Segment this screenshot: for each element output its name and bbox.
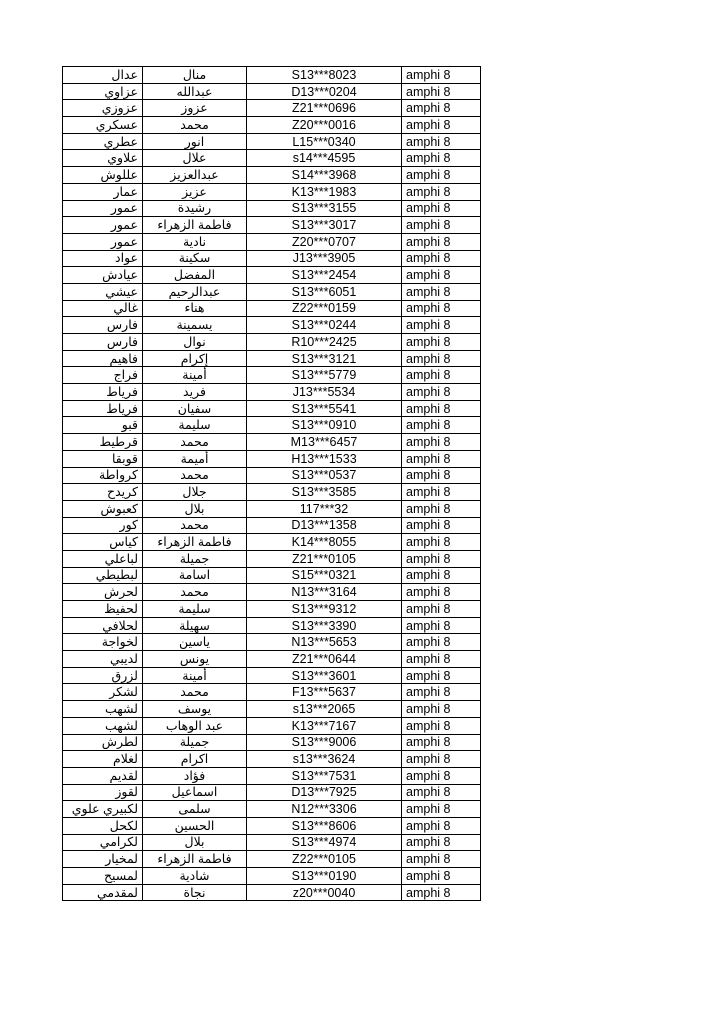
student-code-cell: S15***0321 — [247, 567, 402, 584]
student-code-cell: N13***5653 — [247, 634, 402, 651]
student-code-cell: s13***3624 — [247, 751, 402, 768]
last-name-cell: عيادش — [63, 267, 143, 284]
first-name-cell: شادية — [143, 868, 247, 885]
student-code-cell: Z20***0707 — [247, 233, 402, 250]
table-row — [63, 233, 481, 250]
first-name-cell: فاطمة الزهراء — [143, 851, 247, 868]
room-cell: amphi 8 — [402, 217, 481, 234]
room-cell: amphi 8 — [402, 517, 481, 534]
table-row — [63, 67, 481, 84]
first-name-cell: أمينة — [143, 667, 247, 684]
student-code-cell: K14***8055 — [247, 534, 402, 551]
student-code-cell: K13***7167 — [247, 717, 402, 734]
last-name-cell: لمخيار — [63, 851, 143, 868]
table-row — [63, 851, 481, 868]
room-cell: amphi 8 — [402, 467, 481, 484]
room-cell: amphi 8 — [402, 133, 481, 150]
student-code-cell: S13***3121 — [247, 350, 402, 367]
room-cell: amphi 8 — [402, 283, 481, 300]
first-name-cell: هناء — [143, 300, 247, 317]
table-row — [63, 250, 481, 267]
room-cell: amphi 8 — [402, 334, 481, 351]
student-code-cell: Z21***0696 — [247, 100, 402, 117]
table-row — [63, 517, 481, 534]
last-name-cell: لحلافي — [63, 617, 143, 634]
last-name-cell: عدال — [63, 67, 143, 84]
table-row — [63, 601, 481, 618]
room-cell: amphi 8 — [402, 167, 481, 184]
table-row — [63, 684, 481, 701]
first-name-cell: فؤاد — [143, 767, 247, 784]
student-code-cell: L15***0340 — [247, 133, 402, 150]
room-cell: amphi 8 — [402, 350, 481, 367]
table-row — [63, 534, 481, 551]
first-name-cell: أميمة — [143, 450, 247, 467]
room-cell: amphi 8 — [402, 567, 481, 584]
last-name-cell: لكحل — [63, 817, 143, 834]
table-row — [63, 567, 481, 584]
table-row — [63, 801, 481, 818]
last-name-cell: فراج — [63, 367, 143, 384]
table-row — [63, 817, 481, 834]
room-cell: amphi 8 — [402, 784, 481, 801]
room-cell: amphi 8 — [402, 884, 481, 901]
room-cell: amphi 8 — [402, 801, 481, 818]
first-name-cell: الحسين — [143, 817, 247, 834]
table-row — [63, 283, 481, 300]
first-name-cell: عبد الوهاب — [143, 717, 247, 734]
student-code-cell: D13***7925 — [247, 784, 402, 801]
table-row — [63, 767, 481, 784]
student-code-cell: S13***8606 — [247, 817, 402, 834]
first-name-cell: يوسف — [143, 701, 247, 718]
room-cell: amphi 8 — [402, 717, 481, 734]
room-cell: amphi 8 — [402, 417, 481, 434]
table-row — [63, 267, 481, 284]
last-name-cell: لحفيظ — [63, 601, 143, 618]
room-cell: amphi 8 — [402, 651, 481, 668]
last-name-cell: لديبي — [63, 651, 143, 668]
last-name-cell: علاوي — [63, 150, 143, 167]
first-name-cell: محمد — [143, 117, 247, 134]
student-code-cell: S13***3390 — [247, 617, 402, 634]
first-name-cell: عزوز — [143, 100, 247, 117]
room-cell: amphi 8 — [402, 617, 481, 634]
student-code-cell: 117***32 — [247, 500, 402, 517]
last-name-cell: لكبيري علوي — [63, 801, 143, 818]
room-cell: amphi 8 — [402, 500, 481, 517]
last-name-cell: عللوش — [63, 167, 143, 184]
table-row — [63, 183, 481, 200]
last-name-cell: لمقدمي — [63, 884, 143, 901]
first-name-cell: فاطمة الزهراء — [143, 217, 247, 234]
student-code-cell: J13***5534 — [247, 384, 402, 401]
first-name-cell: جميلة — [143, 550, 247, 567]
last-name-cell: كياس — [63, 534, 143, 551]
student-code-cell: N12***3306 — [247, 801, 402, 818]
table-row — [63, 350, 481, 367]
table-row — [63, 751, 481, 768]
last-name-cell: عمور — [63, 217, 143, 234]
table-row — [63, 117, 481, 134]
last-name-cell: كور — [63, 517, 143, 534]
table-row — [63, 217, 481, 234]
room-cell: amphi 8 — [402, 317, 481, 334]
first-name-cell: عبدالله — [143, 83, 247, 100]
first-name-cell: جميلة — [143, 734, 247, 751]
first-name-cell: بلال — [143, 834, 247, 851]
room-cell: amphi 8 — [402, 267, 481, 284]
first-name-cell: سليمة — [143, 417, 247, 434]
last-name-cell: لحرش — [63, 584, 143, 601]
student-code-cell: S13***0244 — [247, 317, 402, 334]
table-row — [63, 500, 481, 517]
document-page — [62, 66, 481, 901]
room-cell: amphi 8 — [402, 450, 481, 467]
table-row — [63, 450, 481, 467]
first-name-cell: سليمة — [143, 601, 247, 618]
table-row — [63, 834, 481, 851]
table-row — [63, 651, 481, 668]
first-name-cell: بلال — [143, 500, 247, 517]
room-cell: amphi 8 — [402, 817, 481, 834]
table-row — [63, 634, 481, 651]
last-name-cell: لشكر — [63, 684, 143, 701]
first-name-cell: نوال — [143, 334, 247, 351]
room-cell: amphi 8 — [402, 117, 481, 134]
room-cell: amphi 8 — [402, 667, 481, 684]
room-cell: amphi 8 — [402, 550, 481, 567]
room-cell: amphi 8 — [402, 367, 481, 384]
student-code-cell: Z20***0016 — [247, 117, 402, 134]
student-code-cell: S13***3585 — [247, 484, 402, 501]
student-code-cell: s13***2065 — [247, 701, 402, 718]
room-cell: amphi 8 — [402, 634, 481, 651]
table-row — [63, 400, 481, 417]
last-name-cell: عمور — [63, 200, 143, 217]
first-name-cell: أمينة — [143, 367, 247, 384]
student-code-cell: Z21***0105 — [247, 550, 402, 567]
last-name-cell: قبو — [63, 417, 143, 434]
student-code-cell: S13***6051 — [247, 283, 402, 300]
room-cell: amphi 8 — [402, 400, 481, 417]
table-row — [63, 100, 481, 117]
last-name-cell: لشهب — [63, 717, 143, 734]
room-cell: amphi 8 — [402, 751, 481, 768]
first-name-cell: محمد — [143, 467, 247, 484]
first-name-cell: يونس — [143, 651, 247, 668]
room-cell: amphi 8 — [402, 684, 481, 701]
last-name-cell: قوبقا — [63, 450, 143, 467]
room-cell: amphi 8 — [402, 150, 481, 167]
student-code-cell: S13***0910 — [247, 417, 402, 434]
last-name-cell: لخواجة — [63, 634, 143, 651]
last-name-cell: قرطيط — [63, 434, 143, 451]
table-row — [63, 701, 481, 718]
student-code-cell: K13***1983 — [247, 183, 402, 200]
first-name-cell: رشيدة — [143, 200, 247, 217]
last-name-cell: فارس — [63, 334, 143, 351]
first-name-cell: إكرام — [143, 350, 247, 367]
last-name-cell: كعبوش — [63, 500, 143, 517]
last-name-cell: كرواطة — [63, 467, 143, 484]
table-row — [63, 717, 481, 734]
table-row — [63, 434, 481, 451]
last-name-cell: لبطيطي — [63, 567, 143, 584]
first-name-cell: سفيان — [143, 400, 247, 417]
student-code-cell: Z22***0105 — [247, 851, 402, 868]
table-row — [63, 300, 481, 317]
table-row — [63, 617, 481, 634]
student-code-cell: S13***5779 — [247, 367, 402, 384]
first-name-cell: منال — [143, 67, 247, 84]
student-code-cell: F13***5637 — [247, 684, 402, 701]
first-name-cell: محمد — [143, 584, 247, 601]
student-code-cell: D13***0204 — [247, 83, 402, 100]
first-name-cell: المفضل — [143, 267, 247, 284]
room-cell: amphi 8 — [402, 200, 481, 217]
first-name-cell: انور — [143, 133, 247, 150]
room-cell: amphi 8 — [402, 584, 481, 601]
first-name-cell: محمد — [143, 517, 247, 534]
room-cell: amphi 8 — [402, 601, 481, 618]
student-code-cell: z20***0040 — [247, 884, 402, 901]
last-name-cell: لغلام — [63, 751, 143, 768]
room-cell: amphi 8 — [402, 868, 481, 885]
student-roster-table — [62, 66, 481, 901]
first-name-cell: نجاة — [143, 884, 247, 901]
last-name-cell: فرياط — [63, 400, 143, 417]
table-row — [63, 584, 481, 601]
table-row — [63, 417, 481, 434]
first-name-cell: عزيز — [143, 183, 247, 200]
room-cell: amphi 8 — [402, 300, 481, 317]
last-name-cell: غالي — [63, 300, 143, 317]
last-name-cell: عطري — [63, 133, 143, 150]
last-name-cell: لكرامي — [63, 834, 143, 851]
table-row — [63, 484, 481, 501]
student-code-cell: S13***3601 — [247, 667, 402, 684]
table-row — [63, 868, 481, 885]
first-name-cell: محمد — [143, 434, 247, 451]
table-row — [63, 367, 481, 384]
student-code-cell: S13***9312 — [247, 601, 402, 618]
roster-body — [63, 67, 481, 901]
table-row — [63, 734, 481, 751]
table-row — [63, 317, 481, 334]
table-row — [63, 83, 481, 100]
table-row — [63, 667, 481, 684]
room-cell: amphi 8 — [402, 250, 481, 267]
room-cell: amphi 8 — [402, 183, 481, 200]
student-code-cell: N13***3164 — [247, 584, 402, 601]
last-name-cell: عيشي — [63, 283, 143, 300]
table-row — [63, 884, 481, 901]
table-row — [63, 784, 481, 801]
student-code-cell: Z21***0644 — [247, 651, 402, 668]
first-name-cell: ياسين — [143, 634, 247, 651]
room-cell: amphi 8 — [402, 434, 481, 451]
first-name-cell: اكرام — [143, 751, 247, 768]
last-name-cell: فرياط — [63, 384, 143, 401]
student-code-cell: S13***3155 — [247, 200, 402, 217]
last-name-cell: لمسيح — [63, 868, 143, 885]
room-cell: amphi 8 — [402, 534, 481, 551]
last-name-cell: فاهيم — [63, 350, 143, 367]
first-name-cell: سلمى — [143, 801, 247, 818]
student-code-cell: Z22***0159 — [247, 300, 402, 317]
student-code-cell: S13***9006 — [247, 734, 402, 751]
first-name-cell: فاطمة الزهراء — [143, 534, 247, 551]
room-cell: amphi 8 — [402, 701, 481, 718]
last-name-cell: لباعلي — [63, 550, 143, 567]
last-name-cell: لقوز — [63, 784, 143, 801]
last-name-cell: عمار — [63, 183, 143, 200]
first-name-cell: يسمينة — [143, 317, 247, 334]
room-cell: amphi 8 — [402, 734, 481, 751]
table-row — [63, 334, 481, 351]
student-code-cell: M13***6457 — [247, 434, 402, 451]
first-name-cell: محمد — [143, 684, 247, 701]
first-name-cell: علال — [143, 150, 247, 167]
first-name-cell: جلال — [143, 484, 247, 501]
room-cell: amphi 8 — [402, 484, 481, 501]
last-name-cell: عسكري — [63, 117, 143, 134]
last-name-cell: عواد — [63, 250, 143, 267]
table-row — [63, 133, 481, 150]
first-name-cell: اسامة — [143, 567, 247, 584]
student-code-cell: J13***3905 — [247, 250, 402, 267]
last-name-cell: عزوزي — [63, 100, 143, 117]
first-name-cell: عبدالعزيز — [143, 167, 247, 184]
room-cell: amphi 8 — [402, 83, 481, 100]
last-name-cell: لطرش — [63, 734, 143, 751]
last-name-cell: عمور — [63, 233, 143, 250]
student-code-cell: S13***4974 — [247, 834, 402, 851]
last-name-cell: لشهب — [63, 701, 143, 718]
student-code-cell: s14***4595 — [247, 150, 402, 167]
last-name-cell: كريدح — [63, 484, 143, 501]
room-cell: amphi 8 — [402, 767, 481, 784]
student-code-cell: S14***3968 — [247, 167, 402, 184]
student-code-cell: R10***2425 — [247, 334, 402, 351]
last-name-cell: لزرق — [63, 667, 143, 684]
last-name-cell: لقديم — [63, 767, 143, 784]
student-code-cell: S13***0537 — [247, 467, 402, 484]
table-row — [63, 550, 481, 567]
student-code-cell: S13***7531 — [247, 767, 402, 784]
last-name-cell: عزاوي — [63, 83, 143, 100]
room-cell: amphi 8 — [402, 851, 481, 868]
first-name-cell: نادية — [143, 233, 247, 250]
room-cell: amphi 8 — [402, 67, 481, 84]
table-row — [63, 200, 481, 217]
room-cell: amphi 8 — [402, 384, 481, 401]
table-row — [63, 467, 481, 484]
room-cell: amphi 8 — [402, 834, 481, 851]
student-code-cell: S13***5541 — [247, 400, 402, 417]
last-name-cell: فارس — [63, 317, 143, 334]
first-name-cell: فريد — [143, 384, 247, 401]
room-cell: amphi 8 — [402, 233, 481, 250]
table-row — [63, 167, 481, 184]
first-name-cell: سكينة — [143, 250, 247, 267]
table-row — [63, 150, 481, 167]
student-code-cell: S13***2454 — [247, 267, 402, 284]
student-code-cell: S13***8023 — [247, 67, 402, 84]
student-code-cell: S13***0190 — [247, 868, 402, 885]
student-code-cell: H13***1533 — [247, 450, 402, 467]
table-row — [63, 384, 481, 401]
student-code-cell: S13***3017 — [247, 217, 402, 234]
first-name-cell: عبدالرحيم — [143, 283, 247, 300]
student-code-cell: D13***1358 — [247, 517, 402, 534]
first-name-cell: اسماعيل — [143, 784, 247, 801]
first-name-cell: سهيلة — [143, 617, 247, 634]
room-cell: amphi 8 — [402, 100, 481, 117]
